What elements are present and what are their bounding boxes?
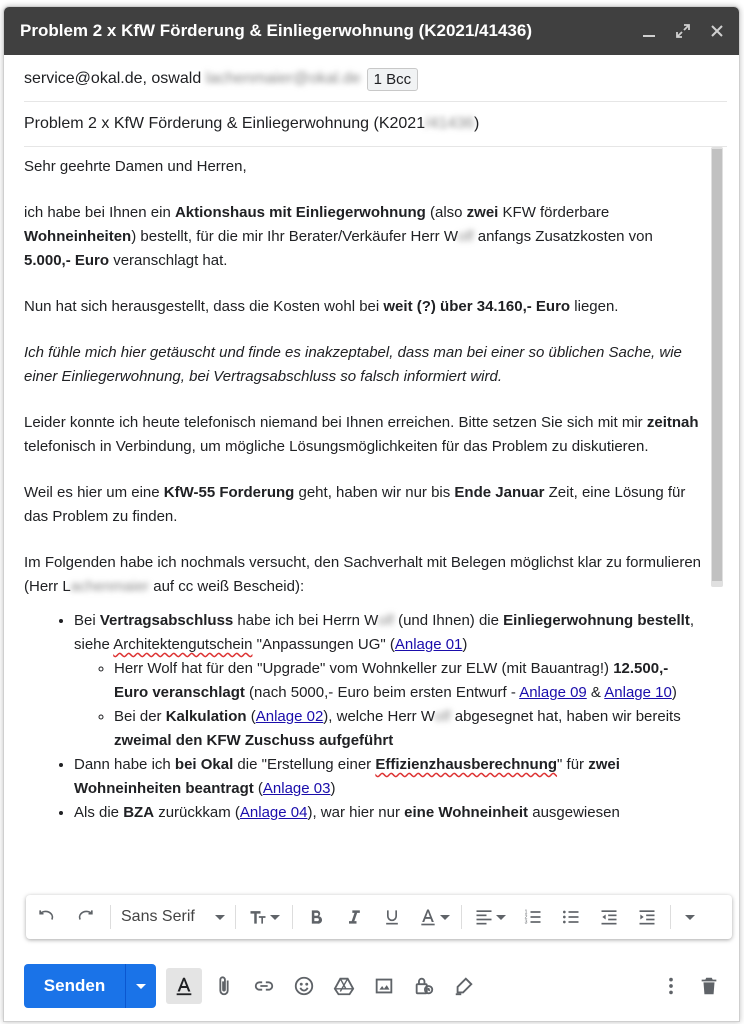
paragraph-1: ich habe bei Ihnen ein Aktionshaus mit Einliegerwohnung (also zwei KFW förderbare Wohneinheiten) bestellt, für die mir Ihr Berater/Verkäufer Herr Wolf anfangs Zusatzkosten von 5.000,- Euro veranschlagt hat. bbox=[24, 204, 653, 269]
svg-text:2: 2 bbox=[524, 914, 528, 921]
insert-link-icon[interactable] bbox=[246, 968, 282, 1004]
discard-draft-icon[interactable] bbox=[693, 968, 725, 1004]
numbered-list-icon[interactable] bbox=[514, 899, 552, 935]
paragraph-5: Weil es hier um eine KfW-55 Forderung geht, haben wir nur bis Ende Januar Zeit, eine Lösung für das Problem zu finden. bbox=[24, 484, 686, 525]
link-anlage-02[interactable]: Anlage 02 bbox=[255, 708, 324, 725]
minimize-icon[interactable] bbox=[633, 15, 665, 47]
chevron-down-icon bbox=[136, 984, 146, 989]
undo-icon[interactable] bbox=[26, 899, 66, 935]
scrollbar[interactable] bbox=[711, 147, 723, 587]
attach-file-icon[interactable] bbox=[206, 968, 242, 1004]
paragraph-3: Ich fühle mich hier getäuscht und finde es inakzeptabel, dass man bei einer so üblichen Sache, wie einer Einliegerwohnung, bei Vertragsabschluss so falsch informiert wird. bbox=[24, 344, 682, 385]
list-item: ◦ Herr Wolf hat für den "Upgrade" vom Wohnkeller zur ELW (mit Bauantrag!) 12.500,- Euro veranschlagt (nach 5000,- Euro beim ersten Entwurf - Anlage 09 & Anlage 10) bbox=[114, 657, 702, 705]
link-anlage-01[interactable]: Anlage 01 bbox=[394, 636, 463, 653]
formatting-options-icon[interactable] bbox=[166, 968, 202, 1004]
redo-icon[interactable] bbox=[66, 899, 106, 935]
list-item: • Dann habe ich bei Okal die "Erstellung einer Effizienzhausberechnung" für zwei Wohneinheiten beantragt (Anlage 03) bbox=[74, 753, 702, 801]
list-item: • Als die BZA zurückkam (Anlage 04), war hier nur eine Wohneinheit ausgewiesen bbox=[74, 801, 702, 825]
toolbar-divider bbox=[235, 905, 236, 929]
recipients-field[interactable] bbox=[24, 57, 727, 102]
list-item: ◦ Bei der Kalkulation (Anlage 02), welche Herr Wolf abgesegnet hat, haben wir bereits zweimal den KFW Zuschuss aufgeführt bbox=[114, 705, 702, 753]
greeting: Sehr geehrte Damen und Herren, bbox=[24, 158, 247, 175]
compose-window bbox=[3, 6, 740, 1022]
send-button[interactable] bbox=[24, 964, 156, 1008]
subject-end: ) bbox=[474, 115, 480, 132]
chevron-down-icon bbox=[215, 915, 225, 920]
scrollbar-thumb[interactable] bbox=[712, 149, 722, 581]
link-anlage-09[interactable]: Anlage 09 bbox=[519, 684, 587, 701]
signature-icon[interactable] bbox=[446, 968, 482, 1004]
indent-less-icon[interactable] bbox=[590, 899, 628, 935]
confidential-mode-icon[interactable] bbox=[406, 968, 442, 1004]
google-drive-icon[interactable] bbox=[326, 968, 362, 1004]
paragraph-2: Nun hat sich herausgestellt, dass die Kosten wohl bei weit (?) über 34.160,- Euro liegen. bbox=[24, 298, 619, 315]
fullscreen-icon[interactable] bbox=[667, 15, 699, 47]
font-family-label: Sans Serif bbox=[121, 908, 195, 925]
font-size-icon[interactable] bbox=[240, 899, 288, 935]
link-anlage-10[interactable]: Anlage 10 bbox=[604, 684, 672, 701]
toolbar-divider bbox=[461, 905, 462, 929]
blurred-recipient: lachenmaier@okal.de bbox=[205, 70, 361, 87]
message-body[interactable] bbox=[24, 155, 702, 895]
more-options-icon[interactable] bbox=[655, 968, 687, 1004]
insert-photo-icon[interactable] bbox=[366, 968, 402, 1004]
svg-text:3: 3 bbox=[524, 919, 528, 926]
insert-emoji-icon[interactable] bbox=[286, 968, 322, 1004]
subject-text: Problem 2 x KfW Förderung & Einliegerwohnung (K2021 bbox=[24, 115, 426, 132]
formatting-toolbar bbox=[26, 895, 732, 939]
compose-bottom-bar bbox=[4, 952, 739, 1020]
more-formatting-icon[interactable] bbox=[675, 899, 705, 935]
evidence-list bbox=[24, 609, 702, 825]
link-anlage-04[interactable]: Anlage 04 bbox=[239, 804, 308, 821]
font-family-select[interactable] bbox=[115, 899, 231, 935]
italic-icon[interactable] bbox=[335, 899, 373, 935]
bulleted-list-icon[interactable] bbox=[552, 899, 590, 935]
subject-blurred: /41436 bbox=[425, 115, 475, 132]
paragraph-4: Leider konnte ich heute telefonisch niemand bei Ihnen erreichen. Bitte setzen Sie sich mit mir zeitnah telefonisch in Verbindung, um mögliche Lösungsmöglichkeiten für das Problem zu diskutieren. bbox=[24, 414, 699, 455]
link-anlage-03[interactable]: Anlage 03 bbox=[262, 780, 331, 797]
toolbar-divider bbox=[292, 905, 293, 929]
subject-field[interactable] bbox=[24, 102, 727, 147]
toolbar-divider bbox=[670, 905, 671, 929]
toolbar-divider bbox=[110, 905, 111, 929]
paragraph-6: Im Folgenden habe ich nochmals versucht, den Sachverhalt mit Belegen möglichst klar zu formulieren (Herr Lachenmaier auf cc weiß Bescheid): bbox=[24, 554, 702, 595]
recipients-text: service@okal.de, oswald bbox=[24, 70, 202, 87]
underline-icon[interactable] bbox=[373, 899, 411, 935]
text-color-icon[interactable] bbox=[411, 899, 457, 935]
align-icon[interactable] bbox=[466, 899, 514, 935]
close-icon[interactable] bbox=[701, 15, 733, 47]
schedule-send-dropdown[interactable] bbox=[125, 964, 156, 1008]
svg-text:1: 1 bbox=[524, 909, 528, 916]
indent-more-icon[interactable] bbox=[628, 899, 666, 935]
bcc-chip[interactable]: 1 Bcc bbox=[367, 68, 419, 91]
compose-titlebar[interactable] bbox=[4, 7, 739, 55]
bold-icon[interactable] bbox=[297, 899, 335, 935]
compose-title: Problem 2 x KfW Förderung & Einliegerwohnung (K2021/41436) bbox=[20, 21, 532, 40]
send-label: Senden bbox=[43, 976, 106, 995]
list-item: • Bei Vertragsabschluss habe ich bei Herrn Wolf (und Ihnen) die Einliegerwohnung bestellt, siehe Architektengutschein "Anpassungen UG" (Anlage 01) ◦ Herr Wolf hat für den "Upgrade" vom Wohnkeller zur ELW (mit Bauantrag!) 12.500,- Euro veranschlagt (nach 5000,- Euro beim ersten Entwurf - Anlage 09 & Anlage 10) ◦ Bei der Kalkulation (Anlage 02), welche Herr Wolf abgesegnet hat, haben wir bereits zweimal den KFW Zuschuss aufgeführt bbox=[74, 609, 702, 753]
